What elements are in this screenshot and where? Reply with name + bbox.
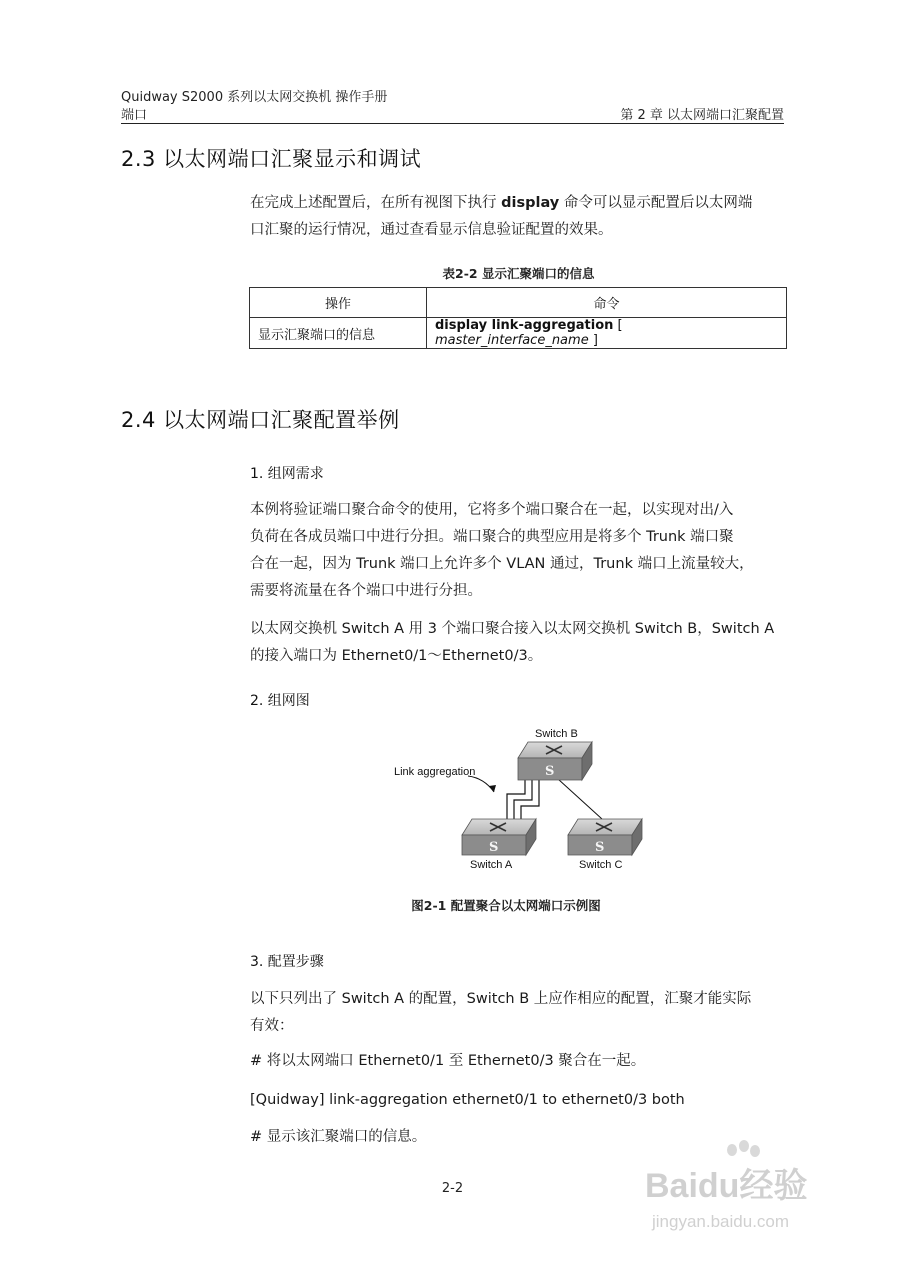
switch-c xyxy=(568,819,642,871)
header-chapter: 第 2 章 以太网端口汇聚配置 xyxy=(620,108,784,123)
switch-b-glyph: S xyxy=(545,764,555,779)
watermark-brand: Baidu经验 xyxy=(645,1167,808,1205)
section-2-4-title: 2.4 以太网端口汇聚配置举例 xyxy=(121,408,400,432)
display-command: display xyxy=(501,195,560,211)
header-rule xyxy=(121,123,784,124)
watermark-url: jingyan.baidu.com xyxy=(652,1212,790,1231)
network-diagram xyxy=(380,722,660,877)
steps-paragraph: 以下只列出了 Switch A 的配置，Switch B 上应作相应的配置，汇聚才能实际 有效： xyxy=(250,991,752,1034)
table-caption: 表2-2 显示汇聚端口的信息 xyxy=(442,266,595,281)
header-section: 端口 xyxy=(121,108,148,123)
table-row xyxy=(250,318,787,349)
switch-a-glyph: S xyxy=(489,840,499,855)
link-aggregation-label: Link aggregation xyxy=(394,766,476,778)
link-aggregation-lines xyxy=(507,779,539,819)
switch-a xyxy=(462,819,536,871)
config-command-1: [Quidway] link-aggregation ethernet0/1 to ethernet0/3 both xyxy=(250,1092,685,1108)
table-cell-operation: 显示汇聚端口的信息 xyxy=(250,318,427,349)
table-header-command: 命令 xyxy=(427,288,787,318)
link-label-arrow xyxy=(468,776,494,792)
subsection-configuration-steps: 3. 配置步骤 xyxy=(250,954,324,970)
table-header-row xyxy=(250,288,787,318)
switch-a-label: Switch A xyxy=(470,859,513,871)
table-header-operation: 操作 xyxy=(250,288,427,318)
switch-c-label: Switch C xyxy=(579,859,623,871)
book-title: Quidway S2000 系列以太网交换机 操作手册 xyxy=(121,90,388,105)
switch-b xyxy=(518,728,592,780)
watermark-paw-icon xyxy=(722,1140,762,1168)
command-table xyxy=(249,287,787,349)
requirements-paragraph: 本例将验证端口聚合命令的使用，它将多个端口聚合在一起，以实现对出/入 负荷在各成员端口中进行分担。端口聚合的典型应用是将多个 Trunk 端口聚 合在一起，因为 Trunk 端口上允许多个 VLAN 通过，Trunk 端口上流量较大， 需要将流量在各个端口中进行分担。 xyxy=(250,502,754,599)
config-comment-2: # 显示该汇聚端口的信息。 xyxy=(250,1129,427,1145)
table-cell-command: display link-aggregation [ master_interface_name ] xyxy=(427,318,787,349)
link-switch-b-to-c xyxy=(558,779,602,819)
config-comment-1: # 将以太网端口 Ethernet0/1 至 Ethernet0/3 聚合在一起。 xyxy=(250,1053,646,1069)
switch-b-label: Switch B xyxy=(535,728,578,740)
section-2-3-title: 2.3 以太网端口汇聚显示和调试 xyxy=(121,147,422,171)
switch-c-glyph: S xyxy=(595,840,605,855)
subsection-networking-requirements: 1. 组网需求 xyxy=(250,466,324,482)
subsection-network-diagram: 2. 组网图 xyxy=(250,693,310,709)
access-paragraph: 以太网交换机 Switch A 用 3 个端口聚合接入以太网交换机 Switch B，Switch A 的接入端口为 Ethernet0/1～Ethernet0/3。 xyxy=(250,621,775,664)
section-2-3-paragraph: 在完成上述配置后，在所有视图下执行 display 命令可以显示配置后以太网端 口汇聚的运行情况，通过查看显示信息验证配置的效果。 xyxy=(250,195,753,238)
figure-caption: 图2-1 配置聚合以太网端口示例图 xyxy=(411,898,601,913)
page-number: 2-2 xyxy=(441,1181,464,1196)
